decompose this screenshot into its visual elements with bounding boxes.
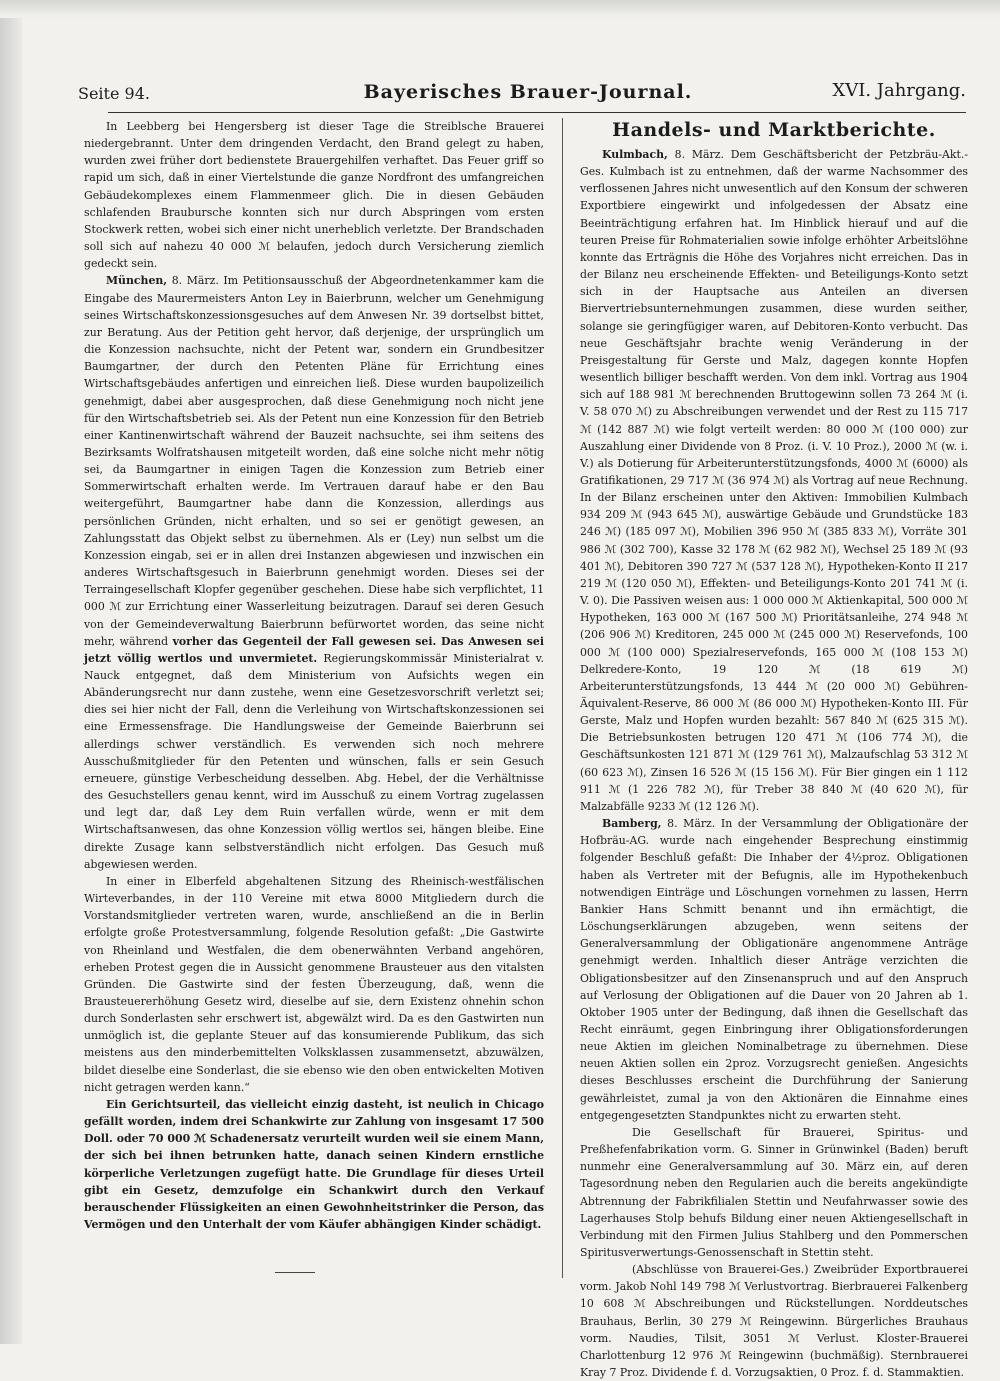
journal-title: Bayerisches Brauer-Journal. [363,81,693,103]
scan-edge-top [0,0,1000,18]
report-text: 8. März. Dem Geschäftsbericht der Petzbräu-Akt.-Ges. Kulmbach ist zu entnehmen, daß der warme Nachsommer des verflossenen Jahres nicht unwesentlich auf den Konsum der schweren Exportbiere eingewirkt und infolgedessen der Absatz eine Beeinträchtigung erfahren hat. Im Hinblick hierauf und auf die teuren Preise für Rohmaterialien sowie infolge erhöhter Arbeitslöhne konnte das Erträgnis die Höhe des Vorjahres nicht erreichen. Das in der Bilanz neu erscheinende Effekten- und Beteiligungs-Konto setzt sich in der Hauptsache aus Anteilen an diversen Biervertriebsunternehmungen zusammen, diese wurden seither, solange sie geringfügiger waren, auf Debitoren-Konto verbucht. Das neue Geschäftsjahr brachte wenig Veränderung in der Preisgestaltung für Gerste und Malz, dagegen konnte Hopfen wesentlich billiger beschafft werden. Von dem inkl. Vortrag aus 1904 sich auf 188 981 ℳ berechnenden Bruttogewinn sollen 73 264 ℳ (i. V. 58 070 ℳ) zu Abschreibungen verwendet und der Rest zu 115 717 ℳ (142 887 ℳ) wie folgt verteilt werden: 80 000 ℳ (100 000) zur Auszahlung einer Dividende von 8 Proz. (i. V. 10 Proz.), 2000 ℳ (w. i. V.) als Dotierung für Arbeiterunterstützungsfonds, 4000 ℳ (6000) als Gratifikationen, 29 717 ℳ (36 974 ℳ) als Vortrag auf neue Rechnung. In der Bilanz erscheinen unter den Aktiven: Immobilien Kulmbach 934 209 ℳ (943 645 ℳ), auswärtige Gebäude und Grundstücke 183 246 ℳ) (185 097 ℳ), Mobilien 396 950 ℳ (385 833 ℳ), Vorräte 301 986 ℳ (302 700), Kasse 32 178 ℳ (62 982 ℳ), Wechsel 25 189 ℳ (93 401 ℳ), Debitoren 390 727 ℳ (537 128 ℳ), Hypotheken-Konto II 217 219 ℳ (120 050 ℳ), Effekten- und Beteiligungs-Konto 201 741 ℳ (i. V. 0). Die Passiven weisen aus: 1 000 000 ℳ Aktienkapital, 500 000 ℳ Hypotheken, 163 000 ℳ (167 500 ℳ) Prioritätsanleihe, 274 948 ℳ (206 906 ℳ) Kreditoren, 245 000 ℳ (245 000 ℳ) Reservefonds, 100 000 ℳ (100 000) Spezialreservefonds, 165 000 ℳ (108 153 ℳ) Delkredere-Konto, 19 120 ℳ (18 619 ℳ) Arbeiterunterstützungsfonds, 13 444 ℳ (20 000 ℳ) Gebühren-Äquivalent-Reserve, 86 000 ℳ (86 000 ℳ) Hypotheken-Konto III. Für Gerste, Malz und Hopfen wurden bezahlt: 567 840 ℳ (625 315 ℳ). Die Betriebsunkosten betrugen 120 471 ℳ (106 774 ℳ), die Geschäftsunkosten 121 871 ℳ (129 761 ℳ), Malzaufschlag 53 312 ℳ (60 623 ℳ), Zinsen 16 526 ℳ (15 156 ℳ). Für Bier gingen ein 1 112 911 ℳ (1 226 782 ℳ), für Treber 38 840 ℳ (40 620 ℳ), für Malzabfälle 9233 ℳ (12 126 ℳ). [580,148,968,813]
report-kulmbach [580,146,968,815]
report-sinner: Die Gesellschaft für Brauerei, Spiritus- und Preßhefenfabrikation vorm. G. Sinner in Grünwinkel (Baden) beruft nunmehr eine Generalversammlung auf 30. März ein, auf deren Tagesordnung neben den Regularien auch die bereits angekündigte Abtrennung der Fabrikfilialen Stettin und Neufahrwasser sowie des Lagerhauses Stolp behufs Bildung einer neuen Aktiengesellschaft in Verbindung mit den Firmen Julius Stahlberg und den Pommerschen Spiritusverwertungs-Genossenschaft in Stettin steht. [580,1125,968,1259]
report-bamberg [580,815,968,1124]
end-rule [275,1272,315,1273]
article-leebberg: In Leebberg bei Hengersberg ist dieser Tage die Streiblsche Brauerei niedergebrannt. Unter dem dringenden Verdacht, den Brand gelegt zu haben, wurden zwei früher dort bedienstete Brauergehilfen verhaftet. Das Feuer griff so rapid um sich, daß in einer Viertelstunde die ganze Nordfront des umfangreichen Gebäudekomplexes einem Flammenmeer glich. Die in diesen Gebäuden schlafenden Braubursche konnten sich nur durch Abspringen vom ersten Stockwerk retten, wobei sich einer nicht unerheblich verletzte. Der Brandschaden soll sich auf nahezu 40 000 ℳ belaufen, jedoch durch Versicherung ziemlich gedeckt sein. [84,120,544,271]
left-column [84,118,544,1233]
right-column [580,118,968,1381]
section-title: Handels- und Marktberichte. [612,119,936,141]
article-chicago: Ein Gerichtsurteil, das vielleicht einzig dasteht, ist neulich in Chicago gefällt worden, indem drei Schankwirte zur Zahlung von insgesamt 17 500 Doll. oder 70 000 ℳ Schadenersatz verurteilt wurden weil sie einem Mann, der sich bei ihnen betrunken hatte, danach seinen Kindern ernstliche körperliche Verletzungen zugefügt hatte. Die Grundlage für dieses Urteil gibt ein Gesetz, demzufolge ein Schankwirt durch den Verkauf berauschender Flüssigkeiten an einen Gewohnheitstrinker die Person, das Vermögen und den Unterhalt der vom Käufer abhängigen Kinder schädigt. [84,1097,544,1231]
page-number: Seite 94. [78,84,150,103]
scan-edge [0,0,22,1344]
header-rule [108,112,966,113]
bold-passage: vorher das Gegenteil der Fall gewesen sei. Das Anwesen sei jetzt völlig wertlos und unvermietet. [84,634,544,665]
page-header [78,78,966,108]
article-muenchen [84,272,544,872]
article-elberfeld: In einer in Elberfeld abgehaltenen Sitzung des Rheinisch-westfälischen Wirteverbandes, in der 110 Vereine mit etwa 8000 Mitgliedern durch die Vorstandsmitglieder vertreten waren, wurde, anschließend an die in Berlin erfolgte große Protestversammlung, folgende Resolution gefaßt: „Die Gastwirte von Rheinland und Westfalen, die dem obenerwähnten Verband angehören, erheben Protest gegen die in Aussicht genommene Brausteuer aus den vitalsten Gründen. Die Gastwirte sind der festen Überzeugung, daß, wenn die Brausteuererhöhung Gesetz wird, dieselbe auf sie, dern Existenz ohnehin schon durch Sonderlasten sehr erschwert ist, abgewälzt wird. Da es den Gastwirten nun unmöglich ist, die geplante Steuer auf das konsumierende Publikum, das sich meistens aus den minderbemittelten Volksklassen zusammensetzt, abzuwälzen, bildet dieselbe eine Sonderlast, die sie ebenso wie den oben entwickelten Motiven nicht getragen werden kann.“ [84,874,544,1094]
dateline-place: Bamberg, [602,817,662,831]
report-abschluesse: (Abschlüsse von Brauerei-Ges.) Zweibrüder Exportbrauerei vorm. Jakob Nohl 149 798 ℳ Verlustvortrag. Bierbrauerei Falkenberg 10 608 ℳ Abschreibungen und Rückstellungen. Norddeutsches Brauhaus, Berlin, 30 279 ℳ Reingewinn. Bürgerliches Brauhaus vorm. Naudies, Tilsit, 3051 ℳ Verlust. Kloster-Brauerei Charlottenburg 12 976 ℳ Reingewinn (buchmäßig). Sternbrauerei Kray 7 Proz. Dividende f. d. Vorzugsaktien, 0 Proz. f. d. Stammaktien. [580,1263,968,1380]
article-text: 8. März. Im Petitionsausschuß der Abgeordnetenkammer kam die Eingabe des Maurermeisters Anton Ley in Baierbrunn, welcher um Genehmigung seines Wirtschaftskonzessionsgesuches auf dem Anwesen Nr. 39 dortselbst bittet, zur Beratung. Aus der Petition geht hervor, daß derjenige, der ursprünglich um die Konzession nachsuchte, nicht der Petent war, sondern ein Grundbesitzer Baumgartner, der durch den Petenten Pläne für Errichtung eines Wirtschaftsgebäudes anfertigen und einreichen ließ. Diese wurden baupolizeilich genehmigt, dabei aber ausgesprochen, daß diese Genehmigung noch nicht jene für den Wirtschaftsbetrieb sei. Als der Petent nun eine Konzession für den Betrieb einer Kantinenwirtschaft während der Bauzeit nachsuchte, sei ihm seitens des Bezirksamts Wolfratshausen mitgeteilt worden, daß eine solche nicht mehr nötig sei, da Baumgartner in einigen Tagen die Konzession zum Betrieb einer Sommerwirtschaft erhalten werde. Im Vertrauen darauf habe er den Bau weitergeführt, Baumgartner habe dann die Konzession, allerdings aus persönlichen Gründen, nicht erhalten, und so sei er genötigt gewesen, an Zahlungsstatt das Objekt selbst zu übernehmen. Als er (Ley) nun selbst um die Konzession eingab, sei er in allen drei Instanzen abgewiesen und inzwischen ein anderes Wirtschaftsgesuch in Baierbrunn genehmigt worden. Dieses sei der Terraingesellschaft Klopfer gegenüber geschehen. Diese habe sich verpflichtet, 11 000 ℳ zur Errichtung einer Wasserleitung beizutragen. Darauf sei deren Gesuch von der Gemeindeverwaltung Baierbrunn befürwortet worden, das seine nicht mehr, während [84,274,544,648]
dateline-place: München, [106,274,168,288]
volume-label: XVI. Jahrgang. [832,80,966,101]
column-divider [562,118,563,1278]
dateline-place: Kulmbach, [602,148,668,161]
report-text: 8. März. In der Versammlung der Obligationäre der Hofbräu-AG. wurde nach eingehender Besprechung einstimmig folgender Beschluß gefaßt: Die Inhaber der 4½proz. Obligationen haben als Vertreter mit der Befugnis, alle im Hypothekenbuch notwendigen Einträge und Löschungen vornehmen zu lassen, Herrn Bankier Hans Schmitt benannt und ihn ermächtigt, die Löschungserklärungen abzugeben, wenn seitens der Generalversammlung der Obligationäre angenommene Anträge genehmigt werden. Inhaltlich dieser Anträge verzichten die Obligationsbesitzer auf den Zinsenanspruch und auf den Anspruch auf Verlosung der Obligationen auf die Dauer von 20 Jahren ab 1. Oktober 1905 unter der Bedingung, daß ihnen die Gesellschaft das Recht einräumt, gegen Einbringung ihrer Obligationsforderungen neue Aktien im gleichen Nominalbetrage zu übernehmen. Diese neuen Aktien sollen ein 2proz. Vorzugsrecht genießen. Angesichts dieses Beschlusses erscheint die Durchführung der Sanierung gewährleistet, zumal ja von den Aktionären die Einnahme eines entgegengesetzten Standpunktes nicht zu erwarten steht. [580,817,968,1122]
article-text: Regierungskommissär Ministerialrat v. Nauck entgegnet, daß dem Ministerium von Aufsichts wegen ein Abänderungsrecht nur dann zustehe, wenn eine Gesetzesvorschrift verletzt sei; dies sei hier nicht der Fall, denn die Verleihung von Wirtschaftskonzessionen sei eine Ermessensfrage. Die Handlungsweise der Gemeinde Baierbrunn sei allerdings schwer verständlich. Es verwenden sich noch mehrere Ausschußmitglieder für den Petenten und wünschen, falls er sein Gesuch erneuere, günstige Verbescheidung desselben. Abg. Hebel, der die Verhältnisse des Gesuchstellers genau kennt, wird im Ausschuß zu einem Vortrag zugelassen und legt dar, daß Ley dem Ruin verfallen würde, wenn er mit dem Wirtschaftsanwesen, das ohne Konzession völlig wertlos sei, hängen bleibe. Eine direkte Zusage kann selbstverständlich nicht erfolgen. Das Gesuch muß abgewiesen werden. [84,651,544,871]
